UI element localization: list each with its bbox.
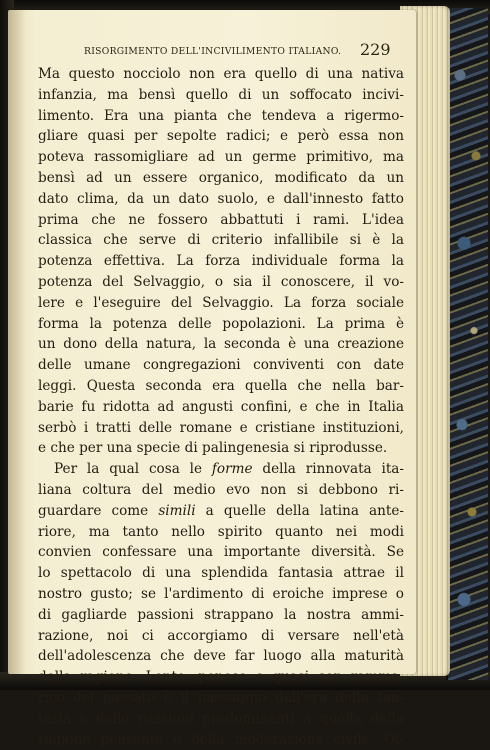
italic-word: simili	[158, 503, 195, 519]
text-line: infanzia, ma bensì quello di un soffocato incivi-	[38, 85, 404, 106]
text-line: di gagliarde passioni strappano la nostra ammi-	[38, 605, 404, 626]
text-fragment: della rinnovata ita-	[253, 461, 404, 477]
text-line: gliare quasi per sepolte radici; e però essa non	[38, 126, 404, 147]
text-line: dell'adolescenza che deve far luogo alla maturità	[38, 646, 404, 667]
italic-word: forme	[212, 461, 253, 477]
paragraph-first-line	[38, 459, 404, 480]
text-line: ragione pensante e della moderazione civile. Ol-	[38, 730, 404, 750]
text-line: Ma questo nocciolo non era quello di una nativa	[38, 64, 404, 85]
text-line: delle umane congregazioni conviventi con date	[38, 355, 404, 376]
text-line: dato clima, da un dato suolo, e dall'innesto fatto	[38, 189, 404, 210]
marbled-cover	[446, 8, 488, 680]
text-line: razione, noi ci accorgiamo di versare nell'età	[38, 626, 404, 647]
text-line: potenza del Selvaggio, o sia il conoscere, il vo-	[38, 272, 404, 293]
text-line	[38, 501, 404, 522]
text-line: convien confessare una importante diversità. Se	[38, 542, 404, 563]
text-fragment: Per la qual cosa le	[54, 461, 212, 477]
page-number: 229	[360, 40, 410, 62]
text-line: lo spettacolo di una splendida fantasia attrae il	[38, 563, 404, 584]
text-line: bensì ad un essere organico, modificato da un	[38, 168, 404, 189]
text-line: liana coltura del medio evo non si debbono ri-	[38, 480, 404, 501]
text-line: classica che serve di criterio infallibile si è la	[38, 230, 404, 251]
text-line: lere e l'eseguire del Selvaggio. La forza sociale	[38, 293, 404, 314]
text-line: e che per una specie di palingenesia si riprodusse.	[38, 438, 404, 459]
text-line: serbò i tratti delle romane e cristiane instituzioni,	[38, 418, 404, 439]
body-text	[38, 64, 404, 750]
text-fragment: a quelle della latina ante-	[196, 503, 404, 519]
gutter-shadow	[8, 10, 26, 674]
text-line: leggi. Questa seconda era quella che nella bar-	[38, 376, 404, 397]
text-line: poteva rassomigliare ad un germe primitivo, ma	[38, 147, 404, 168]
text-line: potenza effettiva. La forza individuale forma la	[38, 251, 404, 272]
text-line: un dono della natura, la seconda è una creazione	[38, 334, 404, 355]
text-line: riore, ma tanto nello spirito quanto nei modi	[38, 522, 404, 543]
text-line: nostro gusto; se l'ardimento di eroiche imprese o	[38, 584, 404, 605]
running-head: RISORGIMENTO DELL'INCIVILIMENTO ITALIANO.	[84, 46, 340, 62]
text-line: prima che ne fossero abbattuti i rami. L'idea	[38, 210, 404, 231]
text-line: barie fu ridotta ad angusti confini, e che in Italia	[38, 397, 404, 418]
text-fragment: guardare come	[38, 503, 158, 519]
text-line: forma la potenza delle popolazioni. La prima è	[38, 314, 404, 335]
text-line: rico del passato è il passaggio dall'era della fan-	[38, 688, 404, 709]
text-line: limento. Era una pianta che tendeva a rigermo-	[38, 106, 404, 127]
text-line: tasia e delle passioni predominanti a quella della	[38, 709, 404, 730]
text-line: della ragione. Lento, penoso e quasi con rammа-	[38, 667, 404, 688]
